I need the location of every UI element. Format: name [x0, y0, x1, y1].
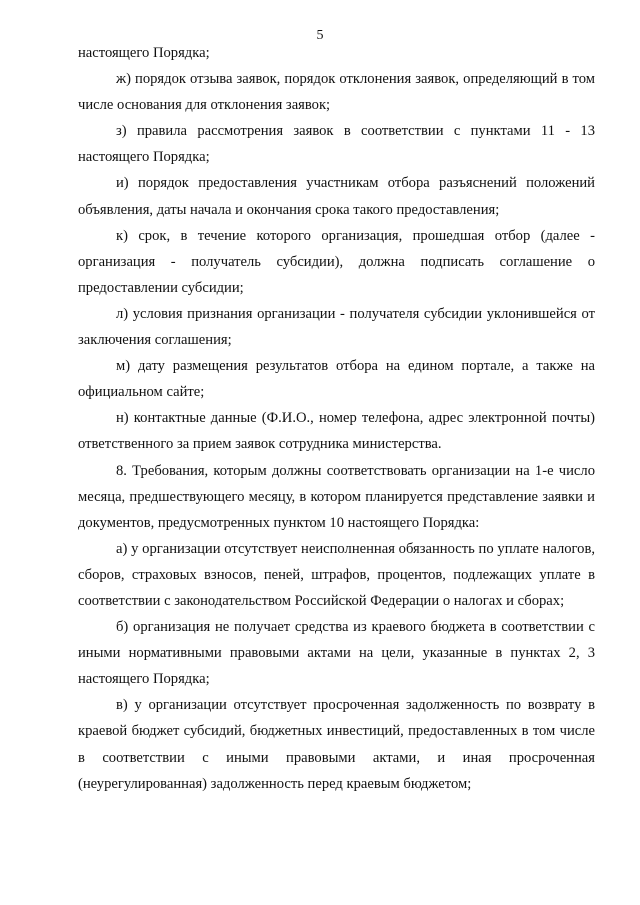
- paragraph-item-n: н) контактные данные (Ф.И.О., номер телефона, адрес электронной почты) ответственного за прием заявок сотрудника министерства.: [78, 410, 595, 453]
- paragraph-item-i: и) порядок предоставления участникам отбора разъяснений положений объявления, даты начала и окончания срока такого предоставления;: [78, 175, 595, 218]
- paragraph-section-8: 8. Требования, которым должны соответствовать организации на 1-е число месяца, предшествующего месяцу, в котором планируется представление заявки и документов, предусмотренных пунктом 10 настоящего Порядка:: [78, 462, 595, 531]
- paragraph-item-zh: ж) порядок отзыва заявок, порядок отклонения заявок, определяющий в том числе основания для отклонения заявок;: [78, 71, 595, 114]
- paragraph-item-v: в) у организации отсутствует просроченная задолженность по возврату в краевой бюджет субсидий, бюджетных инвестиций, предоставленных в том числе в соответствии с иными правовыми актами, и иная просроченная (неурегулированная) задолженность перед краевым бюджетом;: [78, 697, 595, 792]
- paragraph-item-k: к) срок, в течение которого организация, прошедшая отбор (далее - организация - получатель субсидии), должна подписать соглашение о предоставлении субсидии;: [78, 227, 595, 296]
- paragraph-item-m: м) дату размещения результатов отбора на едином портале, а также на официальном сайте;: [78, 358, 595, 401]
- page-number: 5: [316, 28, 324, 43]
- paragraph-continuation: настоящего Порядка;: [78, 45, 210, 61]
- paragraph-item-b: б) организация не получает средства из краевого бюджета в соответствии с иными нормативными правовыми актами на цели, указанные в пунктах 2, 3 настоящего Порядка;: [78, 619, 595, 688]
- paragraph-item-z: з) правила рассмотрения заявок в соответствии с пунктами 11 - 13 настоящего Порядка;: [78, 123, 595, 166]
- document-body: [78, 40, 595, 797]
- paragraph-item-a: а) у организации отсутствует неисполненная обязанность по уплате налогов, сборов, страховых взносов, пеней, штрафов, процентов, подлежащих уплате в соответствии с законодательством Российской Федерации о налогах и сборах;: [78, 540, 595, 609]
- paragraph-item-l: л) условия признания организации - получателя субсидии уклонившейся от заключения соглашения;: [78, 305, 595, 349]
